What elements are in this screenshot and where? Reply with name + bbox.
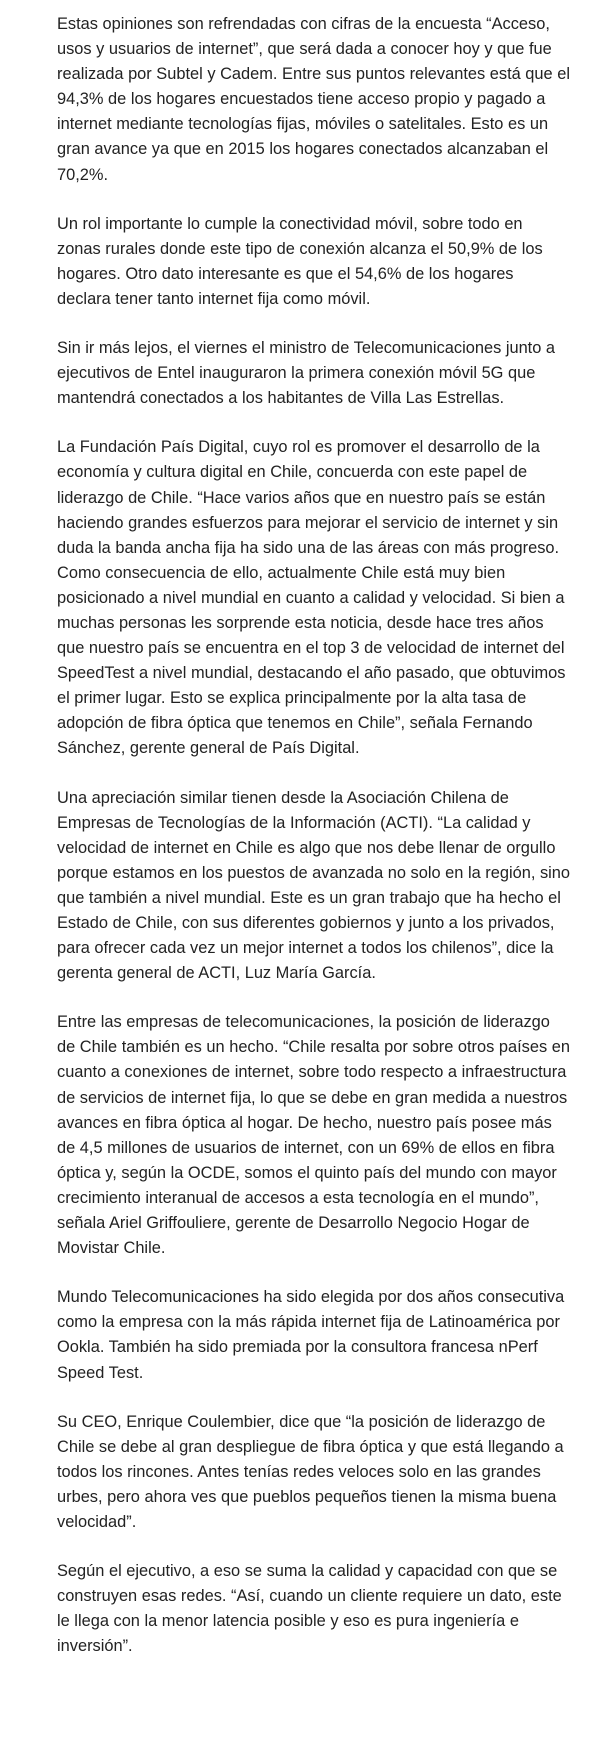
- paragraph-survey-figures: Estas opiniones son refrendadas con cifras de la encuesta “Acceso, usos y usuarios de internet”, que será dada a conocer hoy y que fue realizada por Subtel y Cadem. Entre sus puntos relevantes está que el 94,3% de los hogares encuestados tiene acceso propio y pagado a internet mediante tecnologías fijas, móviles o satelitales. Esto es un gran avance ya que en 2015 los hogares conectados alcanzaban el 70,2%.: [57, 15, 570, 184]
- paragraph-acti: Una apreciación similar tienen desde la Asociación Chilena de Empresas de Tecnologías de la Información (ACTI). “La calidad y velocidad de internet en Chile es algo que nos debe llenar de orgullo porque estamos en los puestos de avanzada no solo en la región, sino que también a nivel mundial. Este es un gran trabajo que ha hecho el Estado de Chile, con sus diferentes gobiernos y junto a los privados, para ofrecer cada vez un mejor internet a todos los chilenos”, dice la gerenta general de ACTI, Luz María García.: [57, 788, 571, 983]
- paragraph-pais-digital: La Fundación País Digital, cuyo rol es promover el desarrollo de la economía y cultura digital en Chile, concuerda con este papel de liderazgo de Chile. “Hace varios años que en nuestro país se están haciendo grandes esfuerzos para mejorar el servicio de internet y sin duda la banda ancha fija ha sido una de las áreas con más progreso. Como consecuencia de ello, actualmente Chile está muy bien posicionado a nivel mundial en cuanto a calidad y velocidad. Si bien a muchas personas les sorprende esta noticia, desde hace tres años que nuestro país se encuentra en el top 3 de velocidad de internet del SpeedTest a nivel mundial, destacando el año pasado, que obtuvimos el primer lugar. Esto se explica principalmente por la alta tasa de adopción de fibra óptica que tenemos en Chile”, señala Fernando Sánchez, gerente general de País Digital.: [57, 438, 566, 758]
- paragraph-mundo-telecomunicaciones: Mundo Telecomunicaciones ha sido elegida por dos años consecutiva como la empresa con la más rápida internet fija de Latinoamérica por Ookla. También ha sido premiada por la consultora francesa nPerf Speed Test.: [57, 1288, 565, 1382]
- paragraph-executive-quote: Según el ejecutivo, a eso se suma la calidad y capacidad con que se construyen esas redes. “Así, cuando un cliente requiere un dato, este le llega con la menor latencia posible y eso es pura ingeniería e inversión”.: [57, 1562, 562, 1656]
- paragraph-5g-villa-las-estrellas: Sin ir más lejos, el viernes el ministro de Telecomunicaciones junto a ejecutivos de Entel inauguraron la primera conexión móvil 5G que mantendrá conectados a los habitantes de Villa Las Estrellas.: [57, 339, 556, 408]
- paragraph-mobile-connectivity: Un rol importante lo cumple la conectividad móvil, sobre todo en zonas rurales donde este tipo de conexión alcanza el 50,9% de los hogares. Otro dato interesante es que el 54,6% de los hogares declara tener tanto internet fija como móvil.: [57, 214, 543, 308]
- paragraph-telecom-companies: Entre las empresas de telecomunicaciones, la posición de liderazgo de Chile también es un hecho. “Chile resalta por sobre otros países en cuanto a conexiones de internet, sobre todo respecto a infraestructura de servicios de internet fija, lo que se debe en gran medida a nuestros avances en fibra óptica al hogar. De hecho, nuestro país posee más de 4,5 millones de usuarios de internet, con un 69% de ellos en fibra óptica y, según la OCDE, somos el quinto país del mundo con mayor crecimiento interanual de accesos a esta tecnología en el mundo”, señala Ariel Griffouliere, gerente de Desarrollo Negocio Hogar de Movistar Chile.: [57, 1013, 570, 1258]
- paragraph-ceo-quote: Su CEO, Enrique Coulembier, dice que “la posición de liderazgo de Chile se debe al gran despliegue de fibra óptica y que está llegando a todos los rincones. Antes tenías redes veloces solo en las grandes urbes, pero ahora ves que pueblos pequeños tienen la misma buena velocidad”.: [57, 1412, 564, 1531]
